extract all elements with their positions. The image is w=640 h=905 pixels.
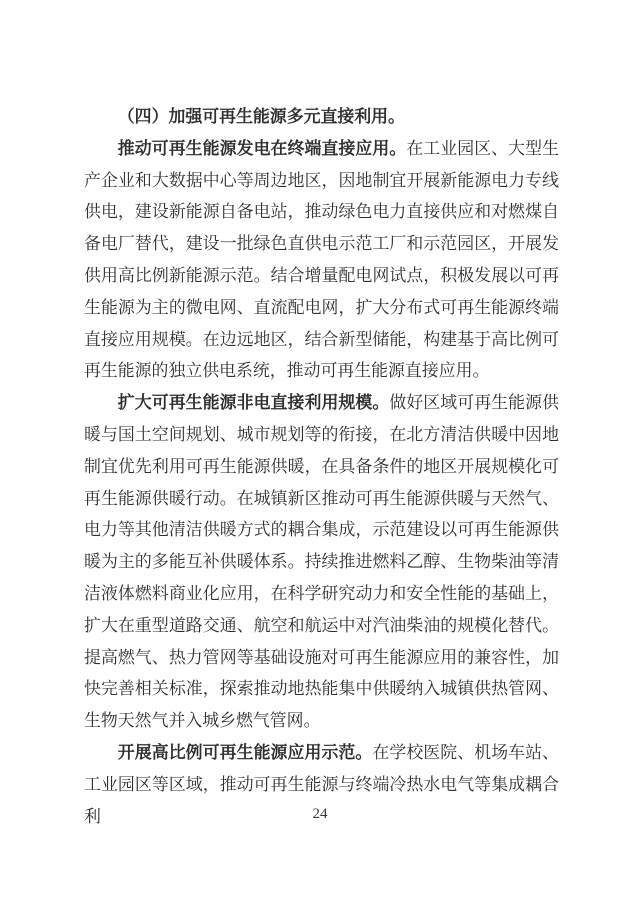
paragraph-lead: 推动可再生能源发电在终端直接应用。 bbox=[117, 138, 407, 158]
paragraph-body: 做好区域可再生能源供暖与国土空间规划、城市规划等的衔接，在北方清洁供暖中因地制宜优先利用可再生能源供暖，在具备条件的地区开展规模化可再生能源供暖行动。在城镇新区推动可再生能源供暖与天然气、电力等其他清洁供暖方式的耦合集成，示范建设以可再生能源供暖为主的多能互补供暖体系。持续推进燃料乙醇、生物柴油等清洁液体燃料商业化应用，在科学研究动力和安全性能的基础上，扩大在重型道路交通、航空和航运中对汽油柴油的规模化替代。提高燃气、热力管网等基础设施对可再生能源应用的兼容性，加快完善相关标准，探索推动地热能集中供暖纳入城镇供热管网、生物天然气并入城乡燃气管网。 bbox=[84, 393, 560, 731]
section-heading: （四）加强可再生能源多元直接利用。 bbox=[117, 107, 405, 126]
paragraph-body: 在工业园区、大型生产企业和大数据中心等周边地区，因地制宜开展新能源电力专线供电，建设新能源自备电站，推动绿色电力直接供应和对燃煤自备电厂替代，建设一批绿色直供电示范工厂和示范园区，开展发供用高比例新能源示范。结合增量配电网试点，积极发展以可再生能源为主的微电网、直流配电网，扩大分布式可再生能源终端直接应用规模。在边远地区，结合新型储能，构建基于高比例可再生能源的独立供电系统，推动可再生能源直接应用。 bbox=[84, 138, 559, 381]
page-number: 24 bbox=[312, 806, 328, 822]
paragraph bbox=[84, 133, 559, 387]
paragraph bbox=[84, 387, 559, 737]
page-content bbox=[84, 101, 559, 832]
paragraph-body: 在学校医院、机场车站、工业园区等区域，推动可再生能源与终端冷热水电气等集成耦合利 bbox=[84, 742, 560, 826]
paragraph-lead: 扩大可再生能源非电直接利用规模。 bbox=[117, 393, 390, 413]
paragraph-lead: 开展高比例可再生能源应用示范。 bbox=[117, 742, 373, 762]
